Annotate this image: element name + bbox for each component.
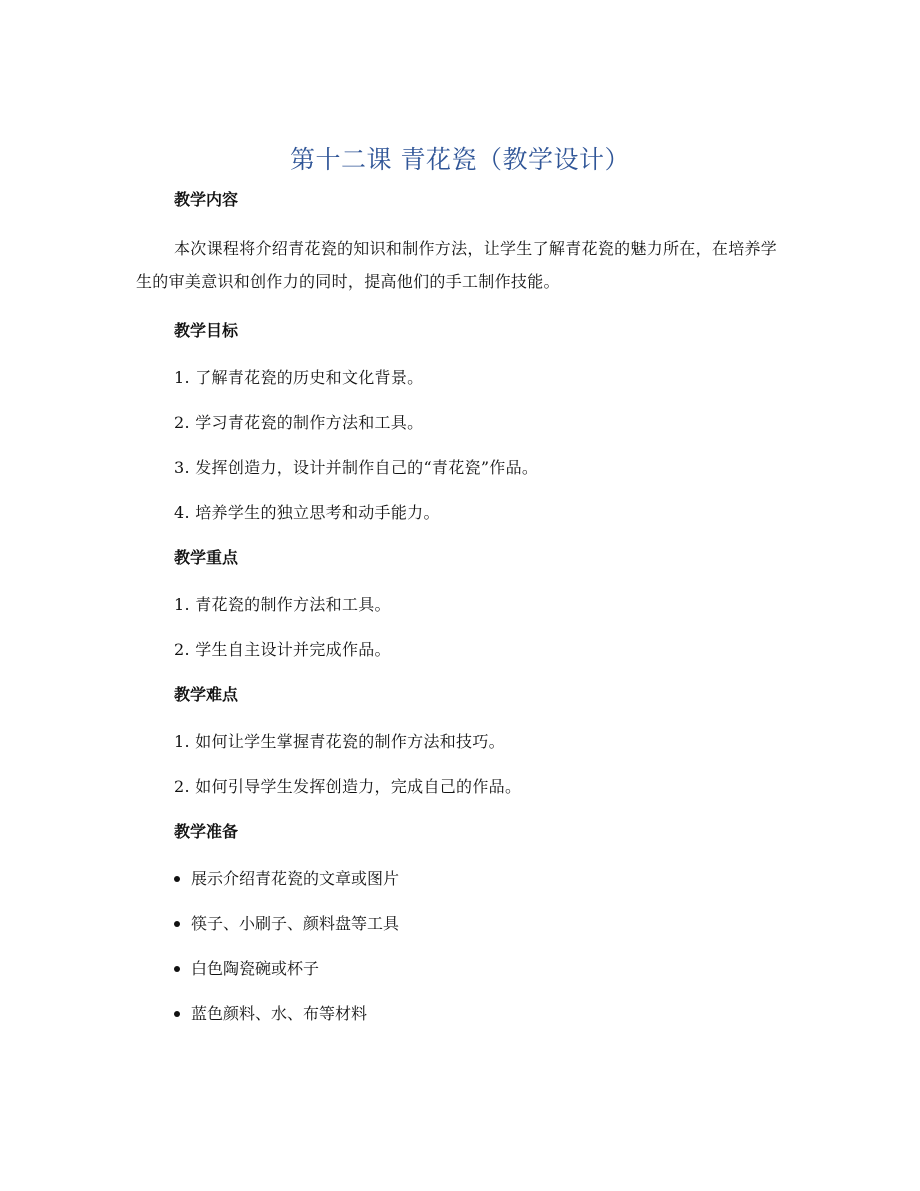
section-heading-objectives: 教学目标 (174, 321, 239, 340)
difficulty-item: 2. 如何引导学生发挥创造力，完成自己的作品。 (174, 777, 522, 796)
section-paragraph-content: 本次课程将介绍青花瓷的知识和制作方法，让学生了解青花瓷的魅力所在，在培养学生的审美意识和创作力的同时，提高他们的手工制作技能。 (136, 239, 778, 291)
document-title: 第十二课 青花瓷（教学设计） (290, 145, 630, 174)
preparation-item-text: 展示介绍青花瓷的文章或图片 (191, 869, 400, 888)
bullet-icon (174, 921, 180, 927)
key-point-item: 2. 学生自主设计并完成作品。 (174, 640, 391, 659)
key-point-item: 1. 青花瓷的制作方法和工具。 (174, 595, 391, 614)
bullet-icon (174, 1011, 180, 1017)
preparation-item-text: 蓝色颜料、水、布等材料 (191, 1004, 368, 1023)
bullet-icon (174, 966, 180, 972)
section-heading-content: 教学内容 (174, 190, 239, 209)
preparation-list-item (174, 956, 786, 982)
preparation-list-item (174, 1001, 786, 1027)
section-heading-difficulties: 教学难点 (174, 685, 239, 704)
section-heading-key-points: 教学重点 (174, 548, 239, 567)
preparation-item-text: 白色陶瓷碗或杯子 (191, 959, 320, 978)
document-body (136, 187, 786, 1027)
difficulty-item: 1. 如何让学生掌握青花瓷的制作方法和技巧。 (174, 732, 505, 751)
objective-item: 2. 学习青花瓷的制作方法和工具。 (174, 413, 424, 432)
objective-item: 1. 了解青花瓷的历史和文化背景。 (174, 368, 424, 387)
preparation-item-text: 筷子、小刷子、颜料盘等工具 (191, 914, 400, 933)
objective-item: 4. 培养学生的独立思考和动手能力。 (174, 503, 440, 522)
bullet-icon (174, 876, 180, 882)
preparation-list-item (174, 911, 786, 937)
section-heading-preparation: 教学准备 (174, 822, 239, 841)
preparation-list-item (174, 866, 786, 892)
objective-item: 3. 发挥创造力，设计并制作自己的“青花瓷”作品。 (174, 458, 539, 477)
